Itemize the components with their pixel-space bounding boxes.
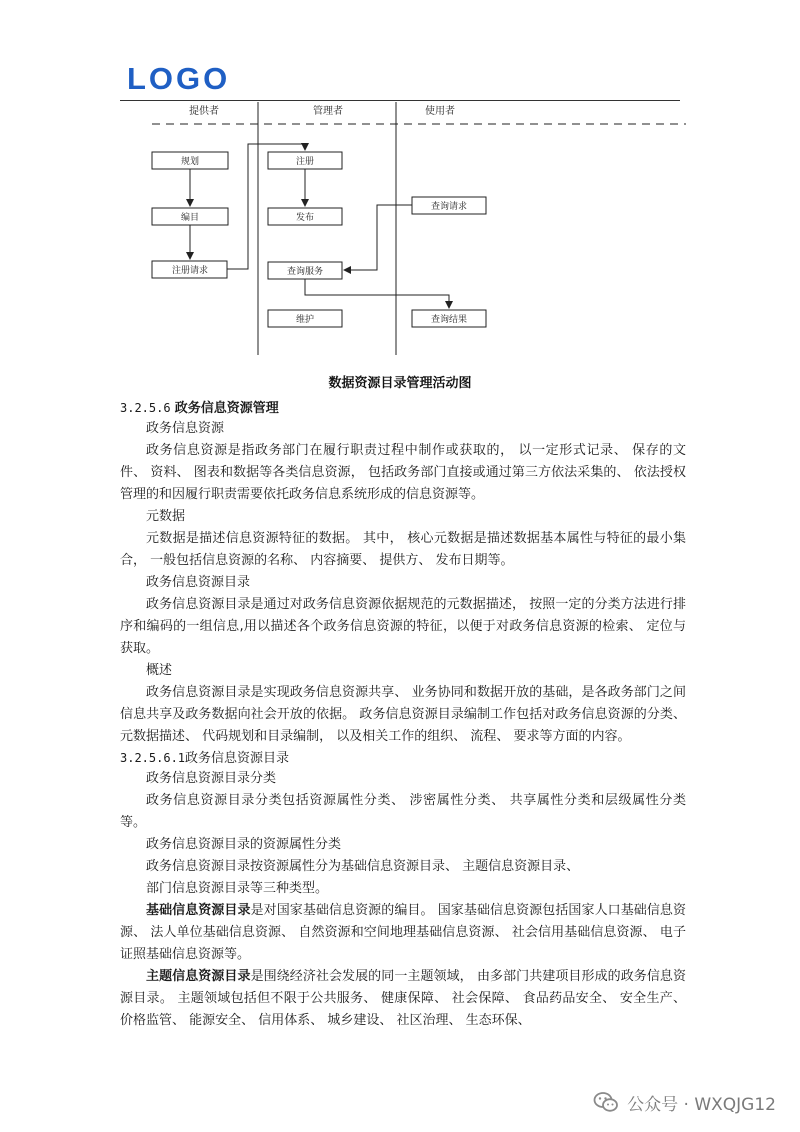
- heading-classify: 政务信息资源目录分类: [146, 771, 277, 786]
- node-fabu: [268, 208, 342, 225]
- edge-chaxun-fuwu-chaxun-jieguo: [305, 279, 449, 308]
- section-title: 政务信息资源管理: [174, 401, 279, 416]
- node-chaxun-qingqiu: [412, 197, 486, 214]
- diagram-caption: 数据资源目录管理活动图: [328, 376, 472, 391]
- heading-attr: 政务信息资源目录的资源属性分类: [146, 837, 342, 852]
- node-chaxun-jieguo: [412, 310, 486, 327]
- subsection-title: 政务信息资源目录: [185, 751, 290, 766]
- paragraph-overview: 政务信息资源目录是实现政务信息资源共享、 业务协同和数据开放的基础，是各政务部门之间信息共享及政务数据向社会开放的依据。 政务信息资源目录编制工作包括对政务信息资源的分类、 元数据描述、 代码规划和目录编制， 以及相关工作的组织、 流程、 要求等方面的内容。: [120, 685, 686, 744]
- paragraph-basic: [120, 900, 686, 966]
- node-zhuce-qingqiu-label: 注册请求: [171, 266, 209, 276]
- node-chaxun-qingqiu-label: 查询请求: [430, 202, 468, 212]
- node-weihu: [268, 310, 342, 327]
- edge-chaxun-qingqiu-chaxun-fuwu: [344, 205, 412, 270]
- node-zhuce: [268, 152, 342, 169]
- paragraph-resource: 政务信息资源是指政务部门在履行职责过程中制作或获取的， 以一定形式记录、 保存的文件、 资料、 图表和数据等各类信息资源， 包括政务部门直接或通过第三方依法采集的、 依法授权管理的和因履行职责需要依托政务信息系统形成的信息资源等。: [120, 443, 686, 502]
- heading-metadata: 元数据: [146, 509, 186, 524]
- paragraph-metadata: 元数据是描述信息资源特征的数据。 其中， 核心元数据是描述数据基本属性与特征的最小集合， 一般包括信息资源的名称、 内容摘要、 提供方、 发布日期等。: [120, 531, 686, 568]
- node-chaxun-jieguo-label: 查询结果: [430, 315, 468, 325]
- term-basic: 基础信息资源目录: [146, 903, 251, 918]
- lane-title-provider: 提供者: [189, 106, 219, 117]
- node-chaxun-fuwu: [268, 262, 342, 279]
- activity-diagram: [120, 100, 686, 364]
- subsection-number: 3.2.5.6.1: [120, 751, 186, 765]
- lane-title-user: 使用者: [425, 106, 455, 117]
- subsection-heading: [120, 748, 686, 768]
- node-chaxun-fuwu-label: 查询服务: [286, 267, 324, 277]
- term-theme: 主题信息资源目录: [146, 969, 251, 984]
- text-basic: 是对国家基础信息资源的编目。 国家基础信息资源包括国家人口基础信息资源、 法人单位基础信息资源、 自然资源和空间地理基础信息资源、 社会信用基础信息资源、 电子证照基础信息资源等。: [120, 903, 686, 962]
- section-number: 3.2.5.6: [120, 401, 171, 415]
- watermark: [593, 1087, 776, 1117]
- section-heading: [120, 398, 686, 418]
- heading-overview: 概述: [146, 663, 173, 678]
- paragraph-attr-line-2: 部门信息资源目录等三种类型。: [146, 881, 329, 896]
- paragraph-attr-line-1: 政务信息资源目录按资源属性分为基础信息资源目录、 主题信息资源目录、: [146, 859, 580, 874]
- text-theme: 是围绕经济社会发展的同一主题领域， 由多部门共建项目形成的政务信息资源目录。 主题领域包括但不限于公共服务、 健康保障、 社会保障、 食品药品安全、 安全生产、 价格监管、 能源安全、 信用体系、 城乡建设、 社区治理、 生态环保、: [120, 969, 686, 1028]
- lane-title-manager: 管理者: [313, 106, 343, 117]
- paragraph-classify: 政务信息资源目录分类包括资源属性分类、 涉密属性分类、 共享属性分类和层级属性分类等。: [120, 793, 686, 830]
- node-bianmu: [152, 208, 228, 225]
- heading-catalog: 政务信息资源目录: [146, 575, 251, 590]
- node-guihua: [152, 152, 228, 169]
- node-fabu-label: 发布: [295, 213, 315, 223]
- heading-resource: 政务信息资源: [146, 421, 225, 436]
- node-weihu-label: 维护: [295, 315, 315, 325]
- node-bianmu-label: 编目: [180, 213, 200, 223]
- paragraph-theme: [120, 966, 686, 1032]
- document-body: [120, 398, 686, 1032]
- activity-diagram-svg: [120, 100, 686, 360]
- node-zhuce-qingqiu: [152, 261, 227, 278]
- node-zhuce-label: 注册: [295, 157, 315, 167]
- wechat-icon: [593, 1089, 619, 1115]
- paragraph-catalog: 政务信息资源目录是通过对政务信息资源依据规范的元数据描述， 按照一定的分类方法进行排序和编码的一组信息,用以描述各个政务信息资源的特征，以便于对政务信息资源的检索、 定位与获取。: [120, 597, 686, 656]
- watermark-text: 公众号 · WXQJG12: [627, 1094, 776, 1115]
- logo: LOGO: [127, 61, 231, 96]
- node-guihua-label: 规划: [180, 157, 200, 167]
